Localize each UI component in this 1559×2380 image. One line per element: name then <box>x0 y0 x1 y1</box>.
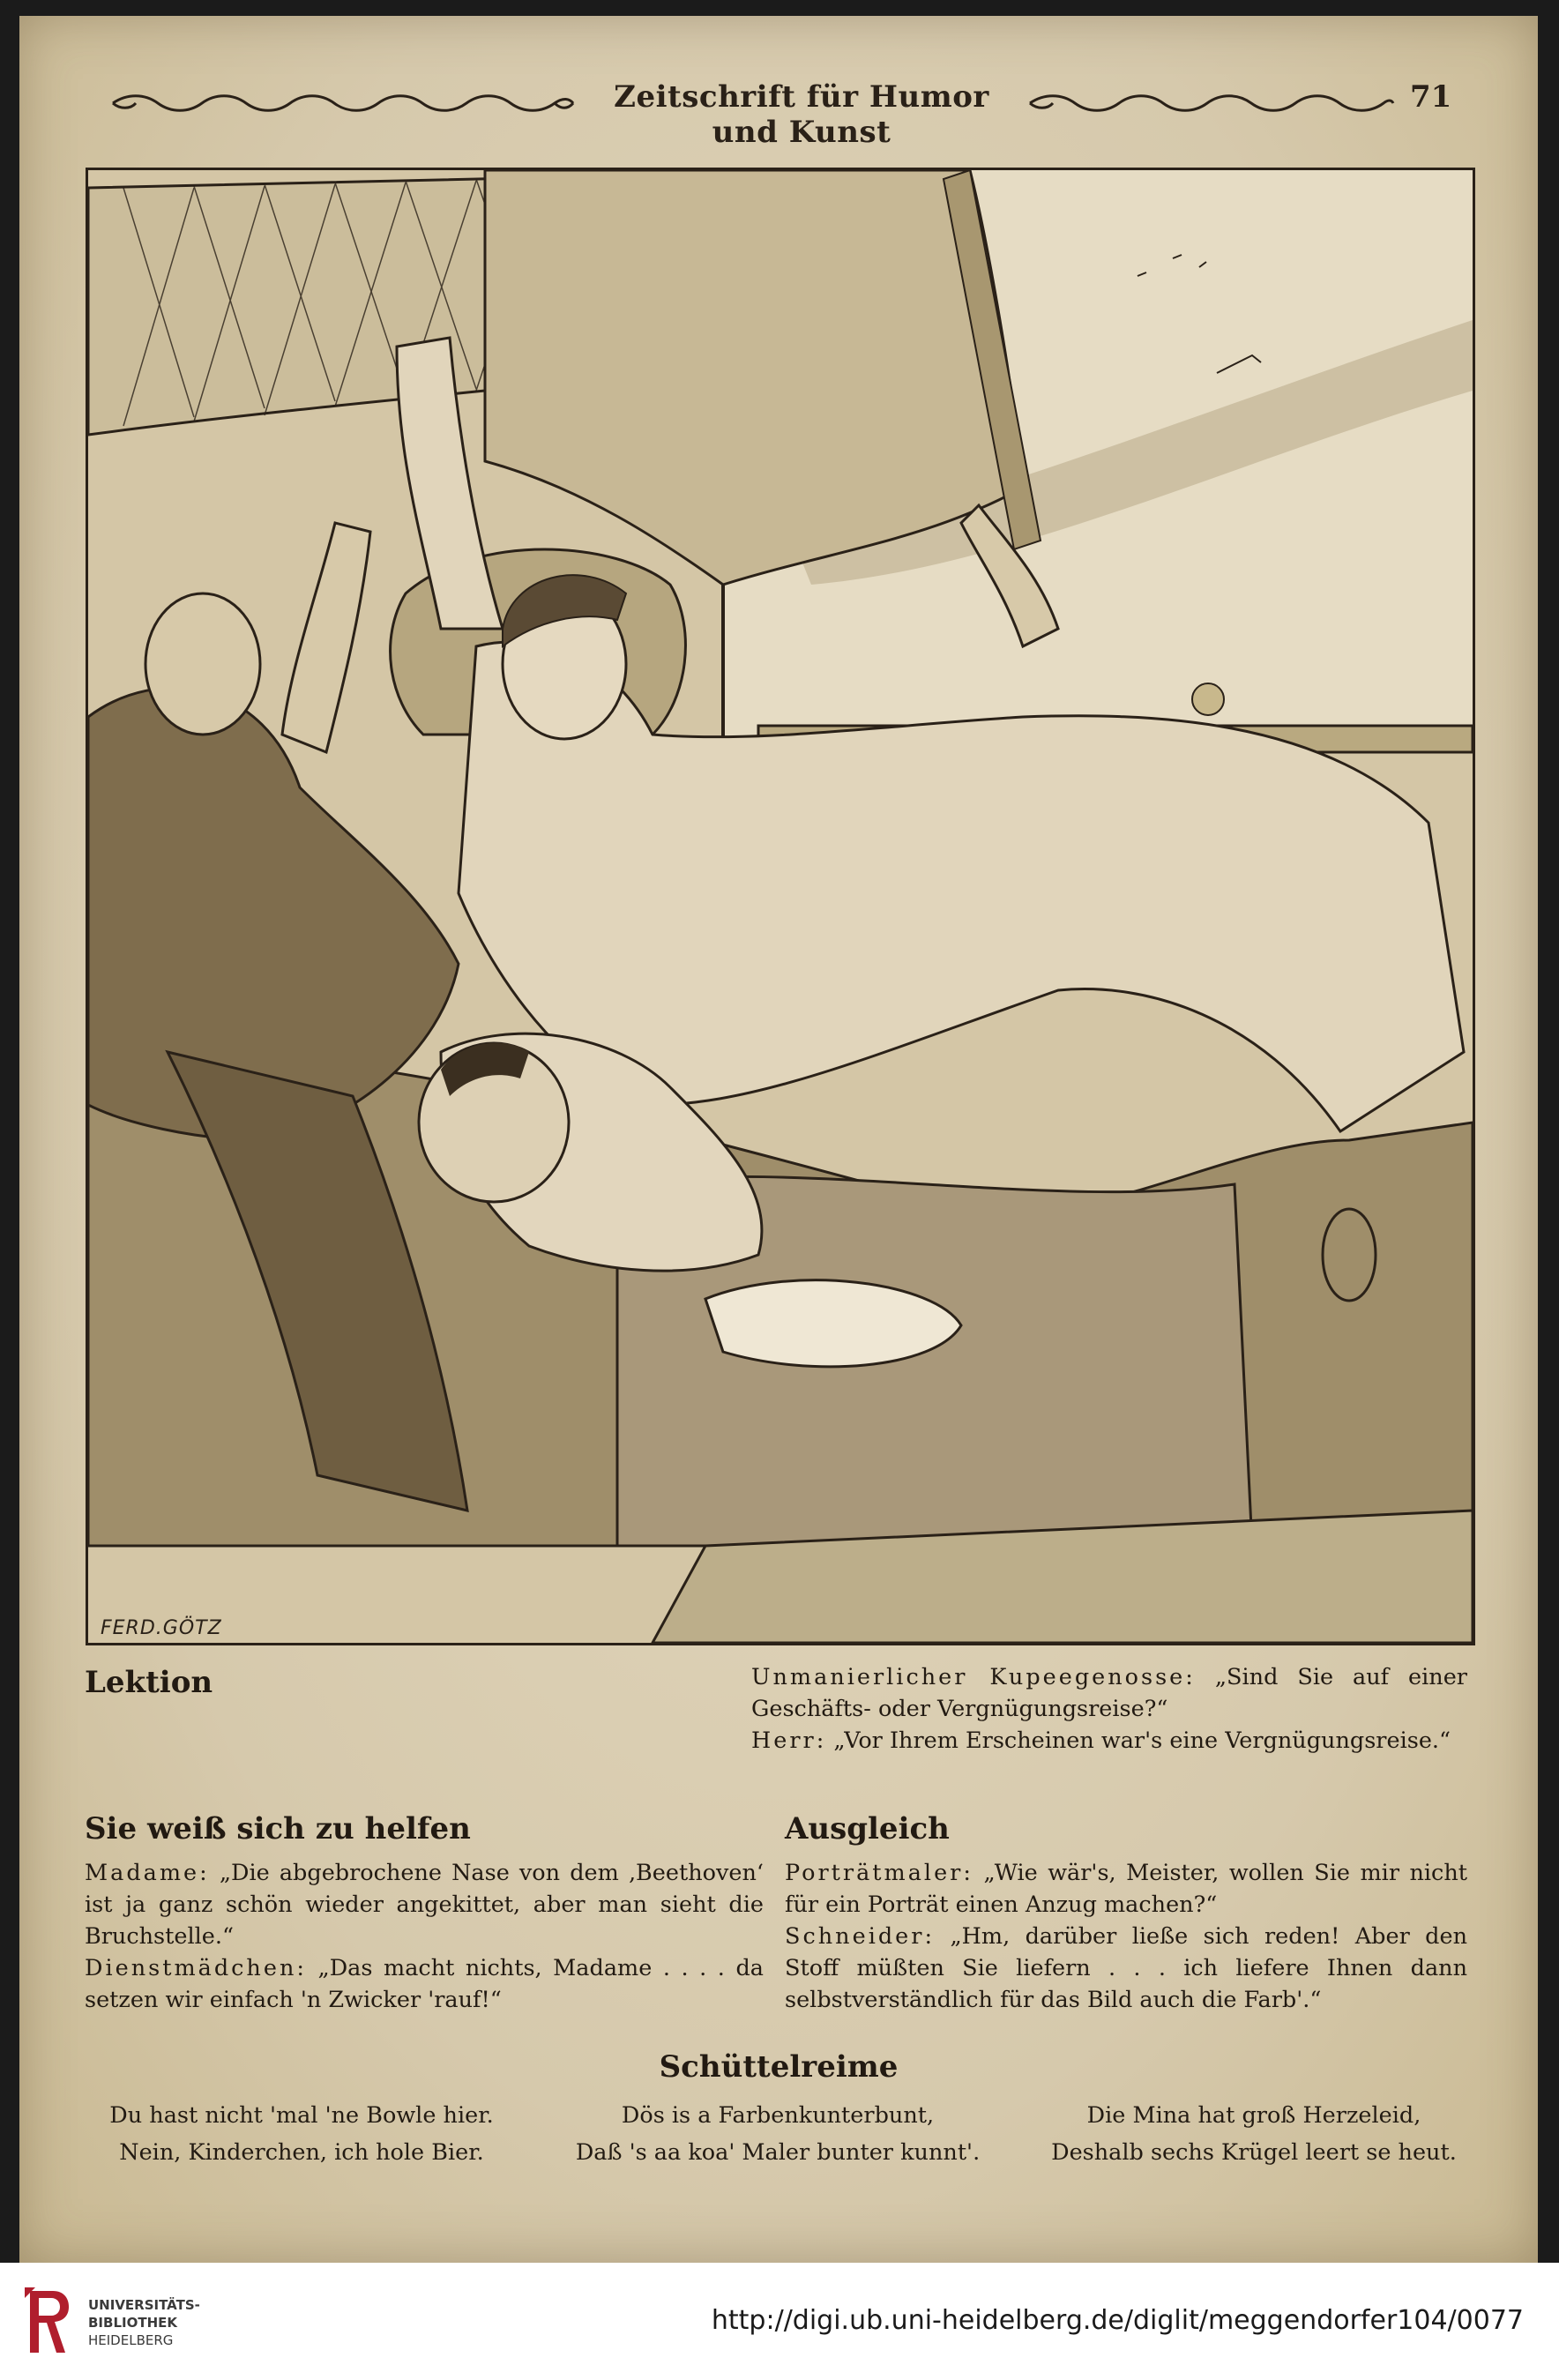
ausgleich-title: Ausgleich <box>785 1811 950 1847</box>
journal-title: Zeitschrift für Humor und Kunst <box>614 79 989 150</box>
rhyme-3-line-1: Die Mina hat groß Herzeleid, <box>1086 2102 1421 2129</box>
library-line-3: HEIDELBERG <box>88 2332 174 2348</box>
rhyme-2-line-1: Dös is a Farbenkunterbunt, <box>621 2102 935 2129</box>
permalink-url[interactable]: http://digi.ub.uni-heidelberg.de/diglit/meggendorfer104/0077 <box>711 2305 1524 2336</box>
lektion-line-2: „Vor Ihrem Erscheinen war's eine Vergnügungsreise.“ <box>833 1727 1451 1754</box>
lektion-speaker-2: Herr: <box>751 1727 827 1754</box>
rhyme-1-line-1: Du hast nicht 'mal 'ne Bowle hier. <box>109 2102 494 2129</box>
lektion-speaker-1: Unmanierlicher Kupeegenosse: <box>751 1664 1196 1690</box>
university-library-logo-icon <box>23 2286 72 2358</box>
lektion-title: Lektion <box>85 1665 213 1700</box>
page-number: 71 <box>1410 79 1452 115</box>
schuettelreime-title: Schüttelreime <box>659 2049 899 2085</box>
digitization-footer <box>0 2263 1559 2380</box>
ausgleich-speaker-2: Schneider: <box>785 1923 936 1950</box>
train-compartment-drawing <box>88 170 1473 1643</box>
library-name <box>88 2296 200 2349</box>
ausgleich-text <box>785 1857 1467 2016</box>
helfen-speaker-2: Dienstmädchen: <box>85 1955 307 1981</box>
page-header <box>92 79 1485 150</box>
cartoon-illustration <box>86 168 1475 1645</box>
library-line-1: UNIVERSITÄTS- <box>88 2297 200 2313</box>
rhyme-verse-2 <box>548 2097 1007 2171</box>
rhyme-verse-1 <box>81 2097 522 2171</box>
rhyme-3-line-2: Deshalb sechs Krügel leert se heut. <box>1051 2139 1457 2166</box>
header-ornament-right <box>1026 92 1397 115</box>
rhyme-2-line-2: Daß 's aa koa' Maler bunter kunnt'. <box>575 2139 981 2166</box>
document-page <box>19 16 1538 2263</box>
library-line-2: BIBLIOTHEK <box>88 2315 177 2331</box>
lektion-text <box>751 1661 1467 1757</box>
helfen-text <box>85 1857 764 2016</box>
rhyme-verse-3 <box>1025 2097 1483 2171</box>
artist-signature: FERD.GÖTZ <box>101 1617 222 1639</box>
helfen-title: Sie weiß sich zu helfen <box>85 1811 471 1847</box>
header-ornament-left <box>109 92 577 115</box>
rhyme-1-line-2: Nein, Kinderchen, ich hole Bier. <box>119 2139 484 2166</box>
helfen-speaker-1: Madame: <box>85 1860 210 1886</box>
ausgleich-speaker-1: Porträtmaler: <box>785 1860 973 1886</box>
lektion-line-1: „Sind Sie auf einer Geschäfts- oder Vergnügungsreise?“ <box>751 1664 1467 1722</box>
ausgleich-line-1: „Wie wär's, Meister, wollen Sie mir nicht für ein Porträt einen Anzug machen?“ <box>785 1860 1467 1918</box>
helfen-line-1: „Die abgebrochene Nase von dem ‚Beethoven‘ ist ja ganz schön wieder angekittet, aber man sieht die Bruchstelle.“ <box>85 1860 764 1950</box>
ausgleich-line-2: „Hm, darüber ließe sich reden! Aber den Stoff müßten Sie liefern . . . ich liefere Ihnen dann selbstverständlich für das Bild auch die Farb'.“ <box>785 1923 1468 2013</box>
helfen-line-2: „Das macht nichts, Madame . . . . da setzen wir einfach 'n Zwicker 'rauf!“ <box>85 1955 764 2013</box>
